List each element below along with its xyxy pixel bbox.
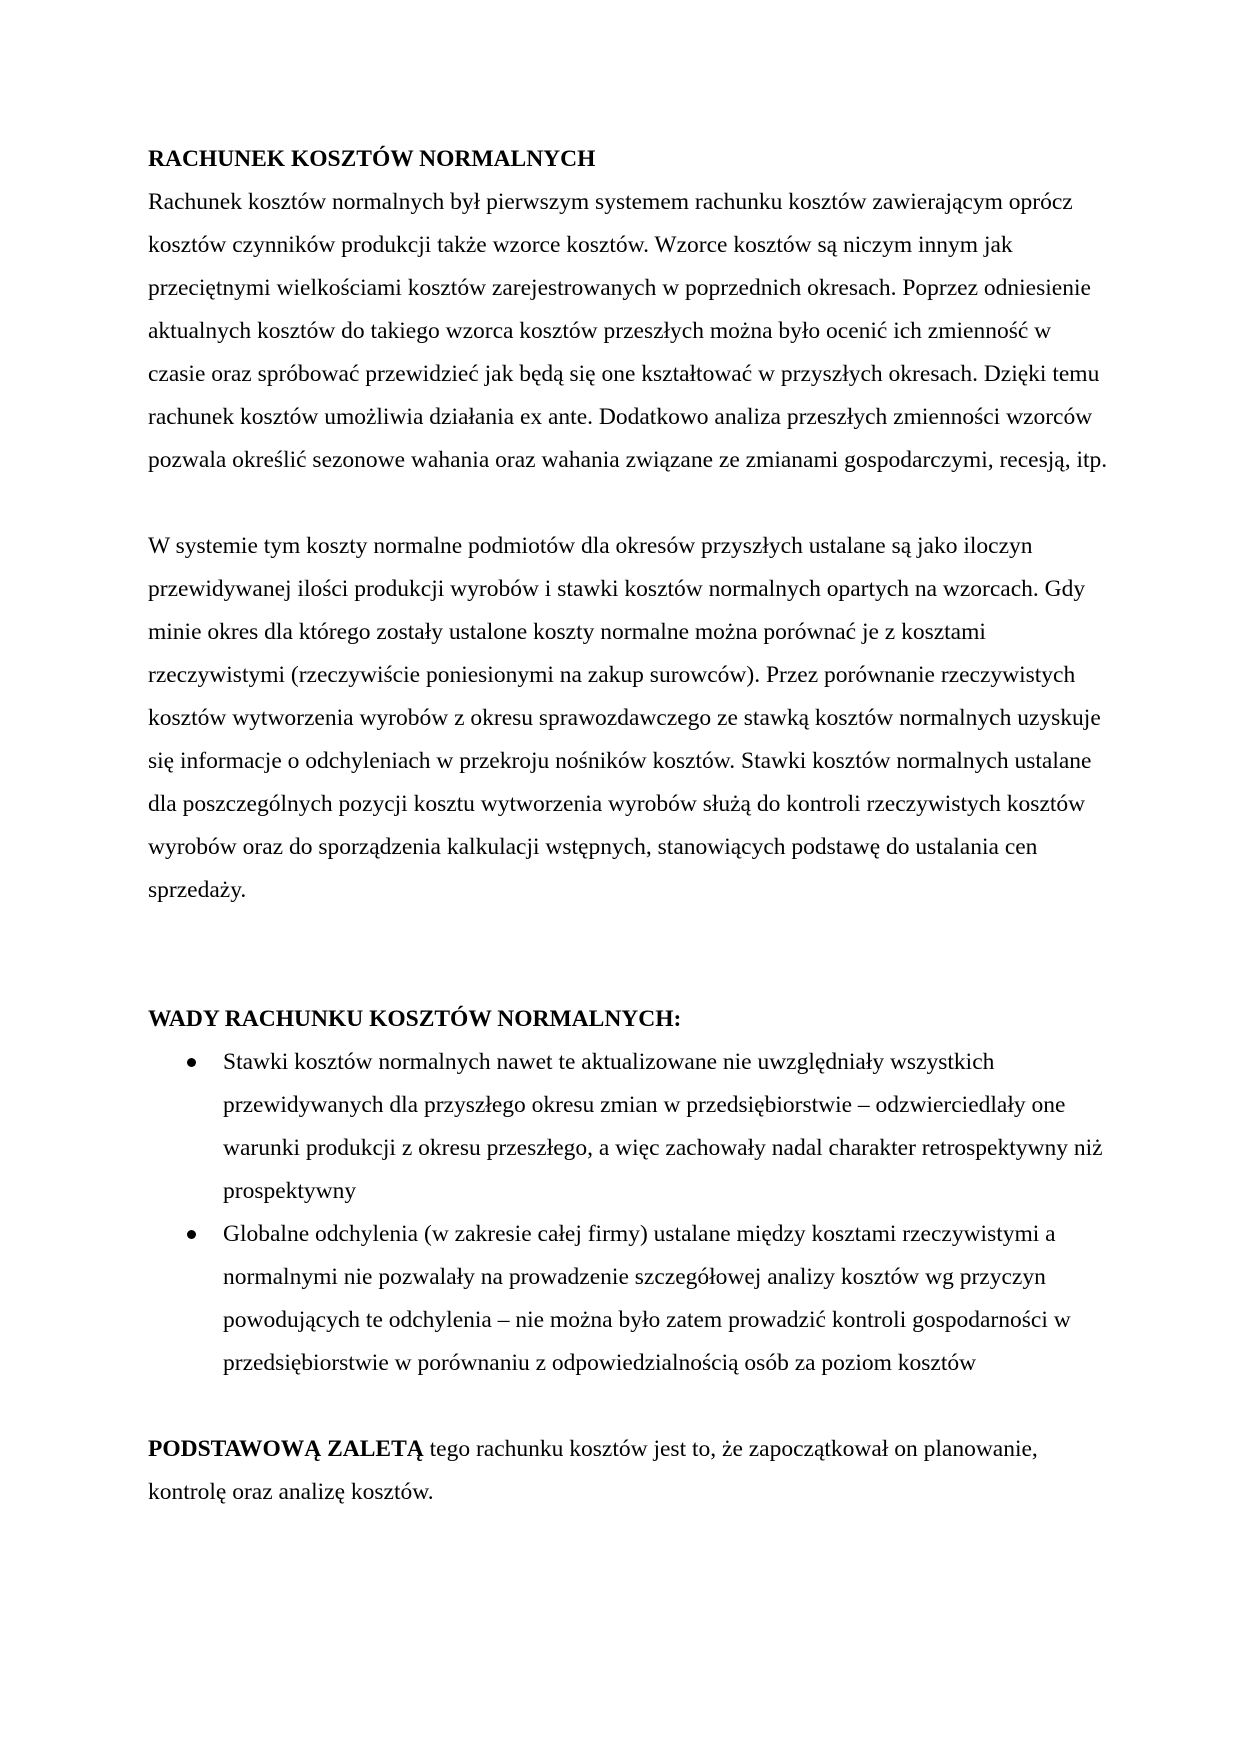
spacer xyxy=(148,1385,1108,1428)
section-title-rachunek: RACHUNEK KOSZTÓW NORMALNYCH xyxy=(148,146,596,172)
zaleta-text: tego rachunku kosztów jest to, że zapoczątkował on planowanie, kontrolę oraz analizę kosztów. xyxy=(148,1436,1038,1505)
wady-list xyxy=(148,1041,1108,1385)
list-item xyxy=(148,1213,1108,1385)
spacer xyxy=(148,482,1108,525)
document-content xyxy=(148,138,1108,1514)
paragraph-zaleta xyxy=(148,1428,1108,1514)
zaleta-bold-lead: PODSTAWOWĄ ZALETĄ xyxy=(148,1436,424,1462)
paragraph-intro: Rachunek kosztów normalnych był pierwszym systemem rachunku kosztów zawierającym oprócz kosztów czynników produkcji także wzorce kosztów. Wzorce kosztów są niczym innym jak przeciętnymi wielkościami kosztów zarejestrowanych w poprzednich okresach. Poprzez odniesienie aktualnych kosztów do takiego wzorca kosztów przeszłych można było ocenić ich zmienność w czasie oraz spróbować przewidzieć jak będą się one kształtować w przyszłych okresach. Dzięki temu rachunek kosztów umożliwia działania ex ante. Dodatkowo analiza przeszłych zmienności wzorców pozwala określić sezonowe wahania oraz wahania związane ze zmianami gospodarczymi, recesją, itp. xyxy=(148,189,1108,473)
bullet-icon xyxy=(187,1230,196,1239)
bullet-icon xyxy=(187,1058,196,1067)
list-item-text: Stawki kosztów normalnych nawet te aktualizowane nie uwzględniały wszystkich przewidywanych dla przyszłego okresu zmian w przedsiębiorstwie – odzwierciedlały one warunki produkcji z okresu przeszłego, a więc zachowały nadal charakter retrospektywny niż prospektywny xyxy=(223,1049,1103,1204)
list-item-text: Globalne odchylenia (w zakresie całej firmy) ustalane między kosztami rzeczywistymi a normalnymi nie pozwalały na prowadzenie szczegółowej analizy kosztów wg przyczyn powodujących te odchylenia – nie można było zatem prowadzić kontroli gospodarności w przedsiębiorstwie w porównaniu z odpowiedzialnością osób za poziom kosztów xyxy=(223,1221,1071,1376)
spacer xyxy=(148,912,1108,998)
section-title-wady: WADY RACHUNKU KOSZTÓW NORMALNYCH: xyxy=(148,1006,682,1032)
list-item xyxy=(148,1041,1108,1213)
paragraph-system: W systemie tym koszty normalne podmiotów dla okresów przyszłych ustalane są jako iloczyn przewidywanej ilości produkcji wyrobów i stawki kosztów normalnych opartych na wzorcach. Gdy minie okres dla którego zostały ustalone koszty normalne można porównać je z kosztami rzeczywistymi (rzeczywiście poniesionymi na zakup surowców). Przez porównanie rzeczywistych kosztów wytworzenia wyrobów z okresu sprawozdawczego ze stawką kosztów normalnych uzyskuje się informacje o odchyleniach w przekroju nośników kosztów. Stawki kosztów normalnych ustalane dla poszczególnych pozycji kosztu wytworzenia wyrobów służą do kontroli rzeczywistych kosztów wyrobów oraz do sporządzenia kalkulacji wstępnych, stanowiących podstawę do ustalania cen sprzedaży. xyxy=(148,533,1101,903)
